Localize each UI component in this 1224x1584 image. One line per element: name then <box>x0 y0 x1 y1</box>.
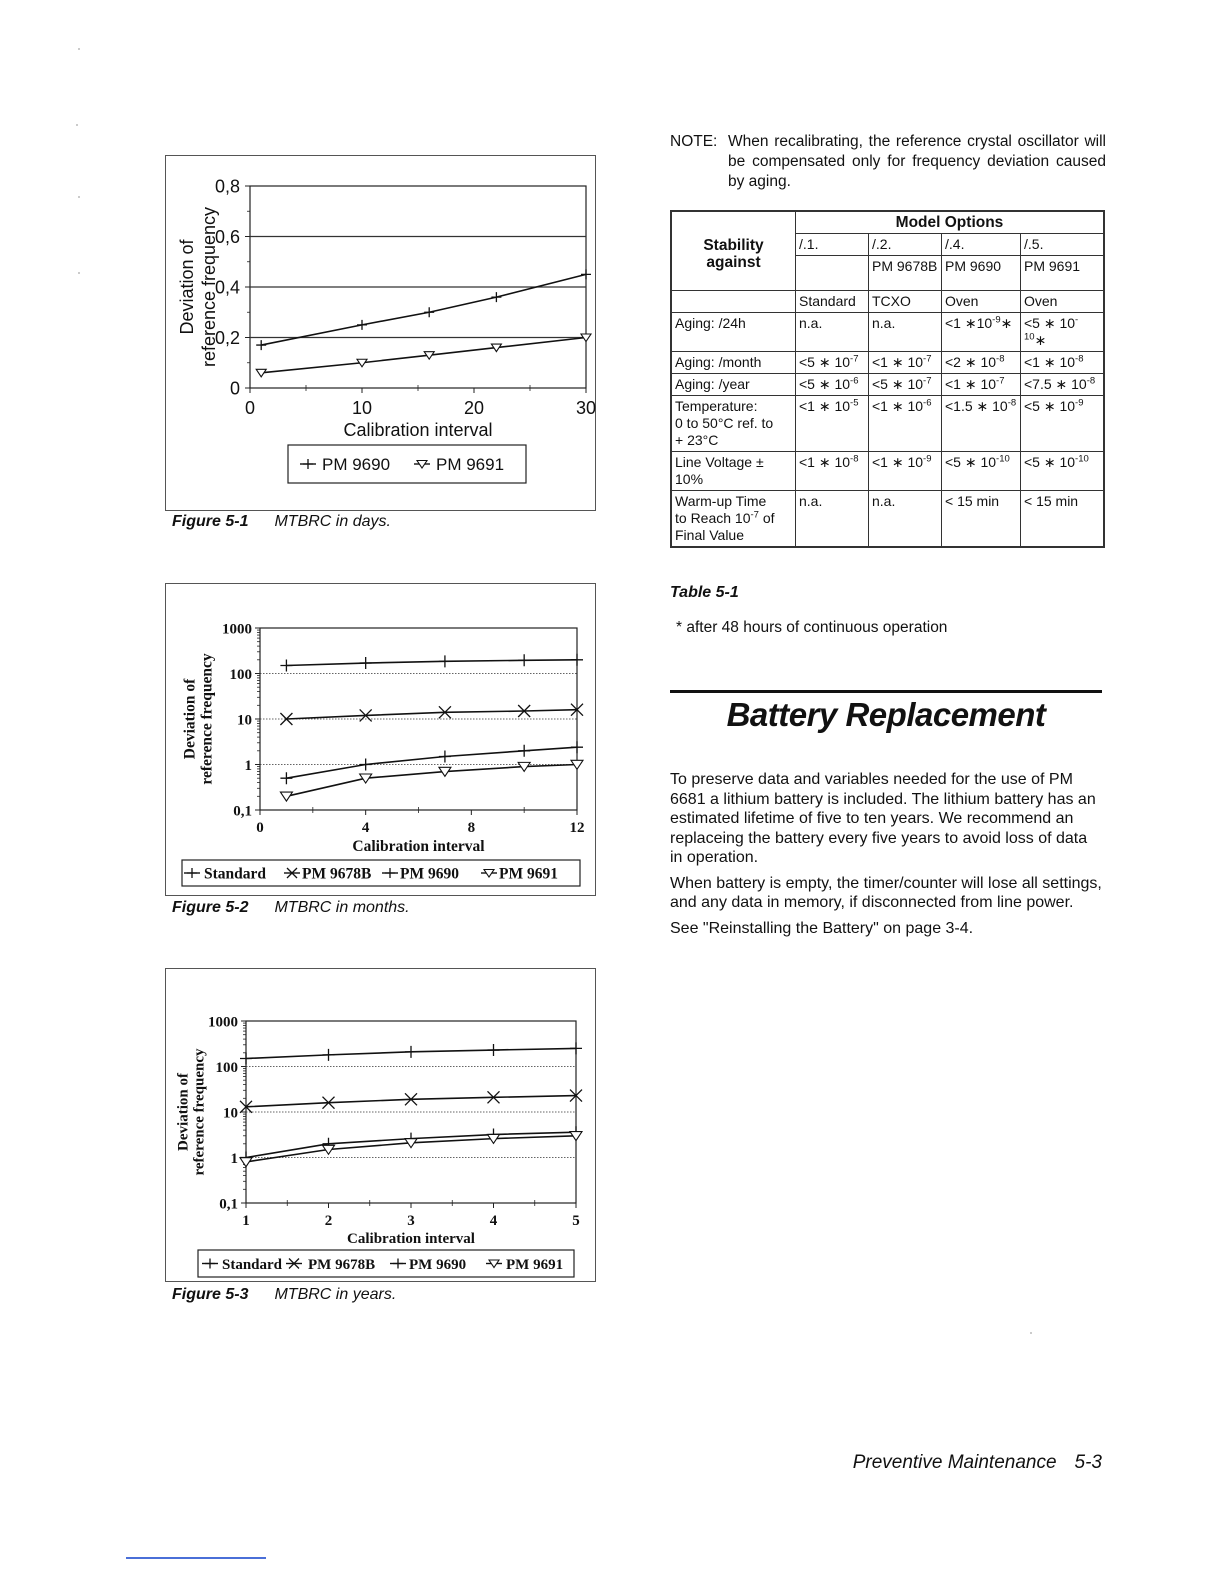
plus-marker <box>360 657 372 669</box>
figure-5-3-chart <box>165 968 596 1282</box>
plus-marker <box>424 307 434 317</box>
plus-marker <box>570 1042 582 1054</box>
y-tick-label: 0,1 <box>219 1196 238 1213</box>
oscillator-type: Standard <box>796 291 869 313</box>
chart-svg <box>166 969 597 1283</box>
option-code: /.1. <box>796 234 869 256</box>
x-tick-label: 12 <box>569 820 585 836</box>
table-row <box>671 352 1104 374</box>
table-cell: <5 ∗ $10^{-10}$ <box>1021 452 1105 491</box>
y-tick-label: 1000 <box>222 621 252 638</box>
scan-speck <box>76 124 78 126</box>
footer-title: Preventive Maintenance <box>852 1452 1057 1473</box>
option-code: /.4. <box>942 234 1021 256</box>
plus-marker <box>240 1052 252 1064</box>
series-standard <box>240 1042 582 1064</box>
plus-marker <box>491 292 501 302</box>
y-axis-label: Deviation of <box>175 1073 192 1151</box>
plus-marker <box>360 759 372 771</box>
plus-marker <box>280 772 292 784</box>
table-cell: n.a. <box>796 491 869 548</box>
legend-label: Standard <box>222 1256 283 1273</box>
y-tick-label: 0,1 <box>233 803 252 820</box>
model-name <box>796 256 869 291</box>
oscillator-type: Oven <box>1021 291 1105 313</box>
table-cell: <2 ∗ $10^{-8}$ <box>942 352 1021 374</box>
model-name: PM 9691 <box>1021 256 1105 291</box>
row-label: Aging: /year <box>671 374 796 396</box>
series-line <box>286 765 577 797</box>
table-row <box>671 374 1104 396</box>
section-heading: Battery Replacement <box>726 696 1046 733</box>
oscillator-type: TCXO <box>869 291 942 313</box>
table-cell: <1 $∗10^{-9}∗$ <box>942 313 1021 352</box>
series-line <box>286 747 577 778</box>
series-pm-9690 <box>280 741 583 784</box>
figure-number: Figure 5-2 <box>172 899 249 916</box>
plus-marker <box>581 269 591 279</box>
table-cell: <5 ∗ $10^{-7}$ <box>869 374 942 396</box>
y-tick-label: 0 <box>229 378 240 399</box>
series-pm-9678b <box>240 1090 582 1113</box>
figure-caption-text: MTBRC in months. <box>274 899 410 916</box>
y-tick-label: 0,8 <box>214 176 240 197</box>
scan-speck <box>78 272 80 274</box>
paragraph: See "Reinstalling the Battery" on page 3-4. <box>670 919 974 937</box>
x-tick-label: 4 <box>489 1213 498 1229</box>
x-tick-label: 2 <box>324 1213 333 1229</box>
table-row <box>671 491 1104 548</box>
series-pm-9691 <box>280 760 583 801</box>
bottom-decoration-line <box>126 1557 266 1559</box>
row-label: Aging: /24h <box>671 313 796 352</box>
section-body <box>670 770 1102 944</box>
plus-marker <box>488 1044 500 1056</box>
series-line <box>286 660 577 666</box>
plus-marker <box>439 655 451 667</box>
legend-label: PM 9690 <box>409 1256 467 1273</box>
page-footer <box>853 1452 1102 1474</box>
option-code: /.5. <box>1021 234 1105 256</box>
table-cell: <1 ∗ $10^{-6}$ <box>869 396 942 452</box>
plus-marker <box>518 745 530 757</box>
table-cell: n.a. <box>796 313 869 352</box>
table-cell: <1 ∗ $10^{-5}$ <box>796 396 869 452</box>
table-cell: <5 ∗ $10^{-6}$ <box>796 374 869 396</box>
table-cell: <5 ∗ $10^{-10}∗$ <box>1021 313 1105 352</box>
x-tick-label: 1 <box>242 1213 250 1229</box>
scan-speck <box>1030 1332 1032 1334</box>
y-tick-label: 0,6 <box>214 226 240 247</box>
x-tick-label: 8 <box>467 820 476 836</box>
chart-svg <box>166 584 597 897</box>
table-cell: <7.5 ∗ $10^{-8}$ <box>1021 374 1105 396</box>
legend-label: Standard <box>204 865 267 883</box>
plus-marker <box>357 320 367 330</box>
y-tick-label: 100 <box>215 1059 238 1076</box>
legend-label: PM 9690 <box>322 454 391 474</box>
legend-label: PM 9691 <box>499 865 558 883</box>
triangle-marker <box>280 792 292 801</box>
x-tick-label: 20 <box>463 398 485 418</box>
figure-5-2-chart <box>165 583 596 896</box>
legend-label: PM 9690 <box>400 865 459 883</box>
model-name: PM 9678B <box>869 256 942 291</box>
y-tick-label: 10 <box>237 712 252 729</box>
recalibration-note <box>670 132 1110 192</box>
y-axis-label: reference frequency <box>191 1048 208 1176</box>
y-axis-label: reference frequency <box>198 653 216 785</box>
table-footnote: * after 48 hours of continuous operation <box>676 619 948 636</box>
y-axis-label: Deviation of <box>181 678 199 760</box>
y-axis-label: Deviation of <box>176 239 197 335</box>
figure-5-1-chart <box>165 155 596 511</box>
table-row <box>671 452 1104 491</box>
table-cell: <1 ∗ $10^{-8}$ <box>796 452 869 491</box>
y-tick-label: 1000 <box>208 1014 238 1031</box>
x-tick-label: 5 <box>572 1213 580 1229</box>
x-axis-label: Calibration interval <box>343 420 493 440</box>
table-cell: <5 ∗ $10^{-10}$ <box>942 452 1021 491</box>
note-label: NOTE: <box>670 133 718 150</box>
plus-marker <box>571 654 583 666</box>
legend-label: PM 9678B <box>308 1256 376 1273</box>
plus-marker <box>518 654 530 666</box>
x-tick-label: 0 <box>244 398 256 418</box>
plus-marker <box>256 340 266 350</box>
paragraph: To preserve data and variables needed for the use of PM 6681 a lithium battery is included. The lithium battery has an estimated lifetime of five to ten years. We recommend an replaceing the battery every five years to avoid loss of data in operation. <box>670 771 1096 866</box>
stability-table <box>670 210 1105 548</box>
table-cell: <1 ∗ $10^{-7}$ <box>869 352 942 374</box>
legend-label: PM 9691 <box>506 1256 564 1273</box>
table-cell: <1 ∗ $10^{-8}$ <box>1021 352 1105 374</box>
triangle-marker <box>240 1158 252 1167</box>
table-cell: n.a. <box>869 313 942 352</box>
legend-label: PM 9691 <box>436 454 505 474</box>
option-code: /.2. <box>869 234 942 256</box>
x-tick-label: 3 <box>407 1213 415 1229</box>
figure-number: Figure 5-1 <box>172 513 249 530</box>
table-cell: < 15 min <box>942 491 1021 548</box>
oscillator-type: Oven <box>942 291 1021 313</box>
legend-label: PM 9678B <box>302 865 372 883</box>
table-cell: <1 ∗ $10^{-7}$ <box>942 374 1021 396</box>
scan-speck <box>78 48 80 50</box>
series-line <box>286 710 577 719</box>
series-line <box>246 1096 576 1107</box>
paragraph: When battery is empty, the timer/counter will lose all settings, and any data in memory, if disconnected from line power. <box>670 874 1102 911</box>
plus-marker <box>323 1049 335 1061</box>
series-line <box>261 274 586 345</box>
chart-svg <box>166 156 597 512</box>
figure-5-3-caption <box>172 1286 396 1304</box>
figure-5-1-caption <box>172 513 391 531</box>
plus-marker <box>439 750 451 762</box>
plus-marker <box>405 1046 417 1058</box>
figure-number: Figure 5-3 <box>172 1286 249 1303</box>
note-text: When recalibrating, the reference crystal oscillator will be compensated only for frequency deviation caused by aging. <box>728 133 1106 190</box>
table-row <box>671 313 1104 352</box>
table-row <box>671 396 1104 452</box>
section-rule <box>670 690 1102 693</box>
x-tick-label: 30 <box>575 398 597 418</box>
table-cell: < 15 min <box>1021 491 1105 548</box>
table-cell: <5 ∗ $10^{-9}$ <box>1021 396 1105 452</box>
figure-caption-text: MTBRC in years. <box>274 1286 397 1303</box>
y-tick-label: 10 <box>223 1105 238 1122</box>
model-options-header: Model Options <box>796 211 1105 234</box>
x-tick-label: 0 <box>256 820 264 836</box>
model-name: PM 9690 <box>942 256 1021 291</box>
y-tick-label: 0,4 <box>214 277 240 298</box>
plus-marker <box>571 741 583 753</box>
y-tick-label: 1 <box>244 757 252 774</box>
figure-caption-text: MTBRC in days. <box>274 513 391 530</box>
series-pm-9678b <box>280 704 583 725</box>
x-tick-label: 4 <box>361 820 370 836</box>
y-axis-label: reference frequency <box>198 206 219 368</box>
scan-speck <box>78 196 80 198</box>
table-cell: <1.5 ∗ $10^{-8}$ <box>942 396 1021 452</box>
table-caption: Table 5-1 <box>670 584 739 601</box>
y-tick-label: 0,2 <box>214 327 240 348</box>
x-tick-label: 10 <box>351 398 373 418</box>
figure-5-2-caption <box>172 899 410 917</box>
plus-marker <box>280 659 292 671</box>
series-line <box>261 338 586 373</box>
table-cell: <5 ∗ $10^{-7}$ <box>796 352 869 374</box>
row-label: Temperature: 0 to 50°C ref. to + 23°C <box>671 396 796 452</box>
row-label: Line Voltage ± 10% <box>671 452 796 491</box>
series-pm-9691 <box>256 334 591 377</box>
series-standard <box>280 654 583 672</box>
row-label: Warm-up Time to Reach $10^{-7}$ of Final Value <box>671 491 796 548</box>
x-axis-label: Calibration interval <box>347 1231 475 1247</box>
y-tick-label: 100 <box>229 666 252 683</box>
row-label: Aging: /month <box>671 352 796 374</box>
plot-area <box>260 628 577 810</box>
table-cell: n.a. <box>869 491 942 548</box>
page-number: 5-3 <box>1074 1452 1102 1473</box>
stability-header: Stability against <box>671 211 796 291</box>
x-axis-label: Calibration interval <box>352 838 485 855</box>
y-tick-label: 1 <box>230 1150 238 1167</box>
table-cell: <1 ∗ $10^{-9}$ <box>869 452 942 491</box>
